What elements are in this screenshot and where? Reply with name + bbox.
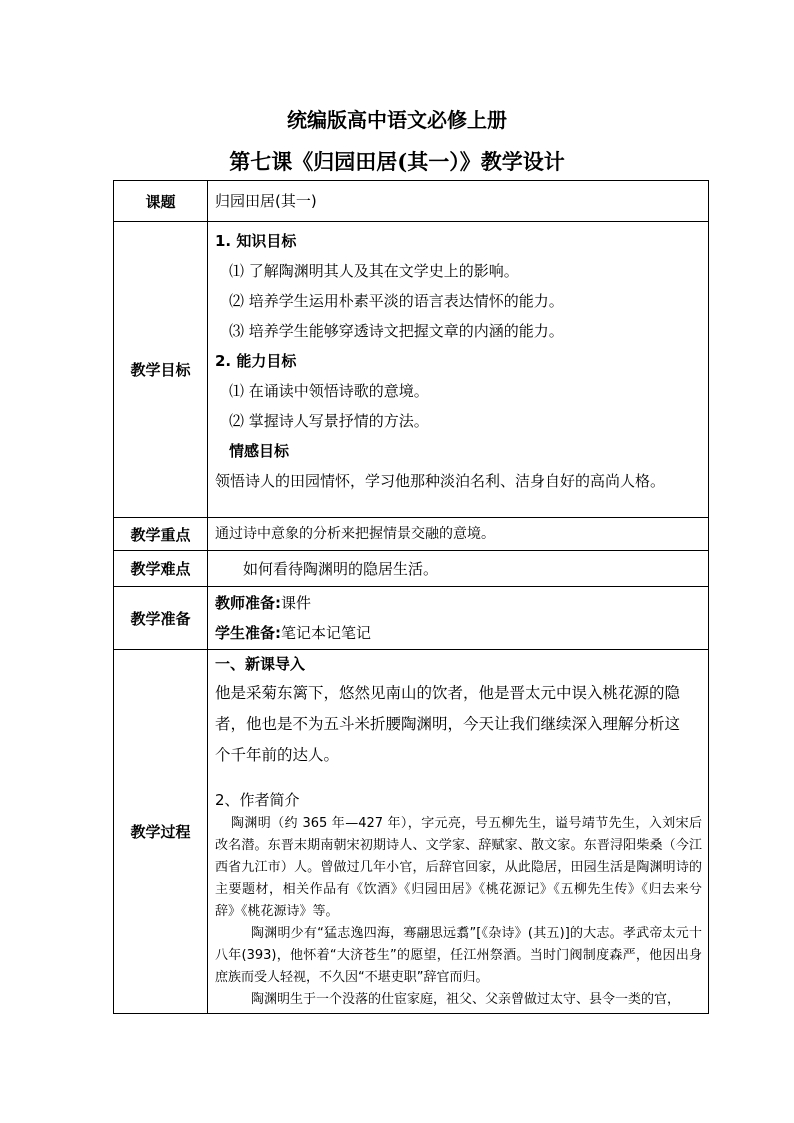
key-label: 教学重点 — [114, 518, 208, 551]
process-label: 教学过程 — [114, 650, 208, 1014]
difficult-value: 如何看待陶渊明的隐居生活。 — [243, 559, 439, 578]
key-value: 通过诗中意象的分析来把握情景交融的意境。 — [215, 526, 495, 542]
table-row-topic — [114, 181, 709, 222]
ability-item: ⑵ 掌握诗人写景抒情的方法。 — [229, 412, 429, 430]
author-paragraph: 陶渊明少有“猛志逸四海，骞翮思远翥”[《杂诗》(其五)]的大志。孝武帝太元十八年(393)，他怀着“大济苍生”的愿望，任江州祭酒。当时门阀制度森严，他因出身庶族而受人轻视，不久因“不堪吏职”辞官而归。 — [215, 926, 702, 985]
prep-student-label: 学生准备: — [215, 624, 281, 642]
difficult-cell — [208, 551, 709, 587]
prep-student — [215, 618, 702, 648]
prep-teacher-value: 课件 — [281, 594, 312, 612]
topic-value: 归园田居(其一) — [215, 192, 317, 210]
table-row-prep — [114, 587, 709, 650]
prep-student-value: 笔记本记笔记 — [281, 624, 372, 642]
intro-heading: 一、新课导入 — [215, 655, 306, 673]
table-row-process — [114, 650, 709, 1014]
table-row-key — [114, 518, 709, 551]
knowledge-item: ⑵ 培养学生运用朴素平淡的语言表达情怀的能力。 — [229, 292, 564, 310]
prep-teacher-label: 教师准备: — [215, 594, 281, 612]
key-cell — [208, 518, 709, 551]
prep-cell — [208, 587, 709, 650]
process-cell — [208, 650, 709, 1014]
topic-cell — [208, 181, 709, 222]
lesson-title: 第七课《归园田居(其一）》教学设计 — [229, 149, 565, 174]
author-heading: 2、作者简介 — [215, 791, 300, 809]
doc-title: 统编版高中语文必修上册 — [287, 108, 507, 132]
lesson-plan-table — [113, 180, 709, 1014]
author-paragraph: 陶渊明（约 365 年—427 年），字元亮，号五柳先生，谥号靖节先生，入刘宋后改名潜。东晋末期南朝宋初期诗人、文学家、辞赋家、散文家。东晋浔阳柴桑（今江西省九江市）人。曾做过几年小官，后辞官回家，从此隐居，田园生活是陶渊明诗的主要题材，相关作品有《饮酒》《归园田居》《桃花源记》《五柳先生传》《归去来兮辞》《桃花源诗》等。 — [215, 816, 702, 919]
knowledge-item: ⑴ 了解陶渊明其人及其在文学史上的影响。 — [229, 262, 519, 280]
intro-line: 者，他也是不为五斗米折腰陶渊明，今天让我们继续深入理解分析这 — [215, 715, 681, 733]
knowledge-item: ⑶ 培养学生能够穿透诗文把握文章的内涵的能力。 — [229, 322, 564, 340]
emotion-heading: 情感目标 — [229, 442, 290, 460]
goals-cell — [208, 222, 709, 518]
ability-heading: 2. 能力目标 — [215, 352, 297, 370]
table-row-difficult — [114, 551, 709, 587]
prep-teacher — [215, 588, 702, 618]
prep-label: 教学准备 — [114, 587, 208, 650]
topic-label: 课题 — [114, 181, 208, 222]
author-paragraph: 陶渊明生于一个没落的仕宦家庭，祖父、父亲曾做过太守、县令一类的官， — [251, 992, 681, 1007]
table-row-goals — [114, 222, 709, 518]
emotion-text: 领悟诗人的田园情怀，学习他那种淡泊名利、洁身自好的高尚人格。 — [215, 472, 666, 490]
knowledge-heading: 1. 知识目标 — [215, 232, 297, 250]
goals-label: 教学目标 — [114, 222, 208, 518]
intro-line: 个千年前的达人。 — [215, 746, 340, 764]
difficult-label: 教学难点 — [114, 551, 208, 587]
ability-item: ⑴ 在诵读中领悟诗歌的意境。 — [229, 382, 429, 400]
intro-line: 他是采菊东篱下，悠然见南山的饮者，他是晋太元中误入桃花源的隐 — [215, 684, 681, 702]
